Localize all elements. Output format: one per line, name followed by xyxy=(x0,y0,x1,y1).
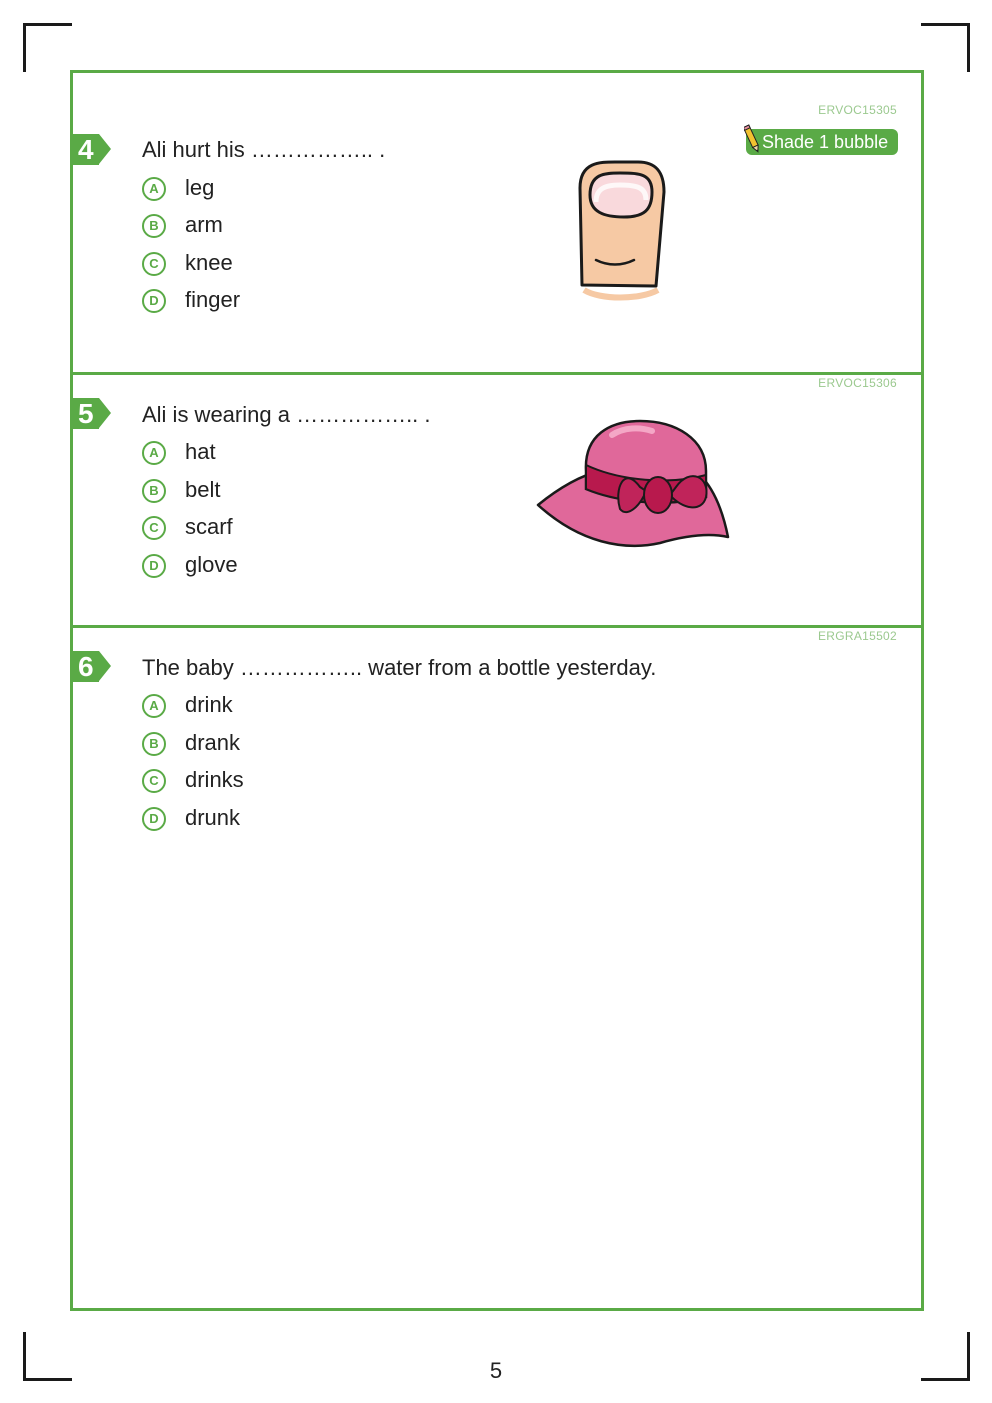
section-divider xyxy=(70,372,924,375)
section-divider xyxy=(70,625,924,628)
option-text: belt xyxy=(185,477,221,502)
question-stem: The baby …………….. water from a bottle yesterday. xyxy=(142,655,657,680)
answer-bubble[interactable]: D xyxy=(142,554,166,578)
option-text: finger xyxy=(185,287,241,312)
option-text: drank xyxy=(185,730,241,755)
question-number-badge xyxy=(73,651,111,682)
answer-bubble[interactable]: C xyxy=(142,516,166,540)
question-number: 6 xyxy=(78,651,94,682)
question-number-badge xyxy=(73,134,111,165)
shade-bubble-badge xyxy=(746,129,898,155)
hat-illustration xyxy=(520,405,750,570)
answer-bubble[interactable]: D xyxy=(142,807,166,831)
answer-bubble[interactable]: D xyxy=(142,289,166,313)
answer-bubble[interactable]: A xyxy=(142,441,166,465)
option-text: drink xyxy=(185,692,233,717)
option-text: drinks xyxy=(185,767,244,792)
question-stem: Ali is wearing a …………….. . xyxy=(142,402,431,427)
crop-mark-top-right xyxy=(921,23,970,72)
answer-bubble[interactable]: B xyxy=(142,214,166,238)
question-code: ERGRA15502 xyxy=(817,629,897,643)
answer-bubble[interactable]: B xyxy=(142,732,166,756)
option-text: arm xyxy=(185,212,223,237)
page-number: 5 xyxy=(489,1358,503,1383)
question-stem: Ali hurt his …………….. . xyxy=(142,137,386,162)
answer-bubble[interactable]: A xyxy=(142,694,166,718)
option-text: glove xyxy=(185,552,238,577)
crop-mark-top-left xyxy=(23,23,72,72)
question-code: ERVOC15306 xyxy=(818,376,897,390)
question-number: 4 xyxy=(78,134,94,165)
option-text: scarf xyxy=(185,514,233,539)
answer-bubble[interactable]: C xyxy=(142,252,166,276)
question-number: 5 xyxy=(78,398,94,429)
finger-illustration xyxy=(560,140,710,325)
answer-bubble[interactable]: B xyxy=(142,479,166,503)
question-number-badge xyxy=(73,398,111,429)
option-text: leg xyxy=(185,175,215,200)
answer-bubble[interactable]: A xyxy=(142,177,166,201)
answer-bubble[interactable]: C xyxy=(142,769,166,793)
option-text: knee xyxy=(185,250,233,275)
option-text: drunk xyxy=(185,805,241,830)
question-code: ERVOC15305 xyxy=(818,103,897,117)
pencil-icon xyxy=(744,123,760,162)
option-text: hat xyxy=(185,439,216,464)
shade-bubble-label: Shade 1 bubble xyxy=(762,132,889,152)
